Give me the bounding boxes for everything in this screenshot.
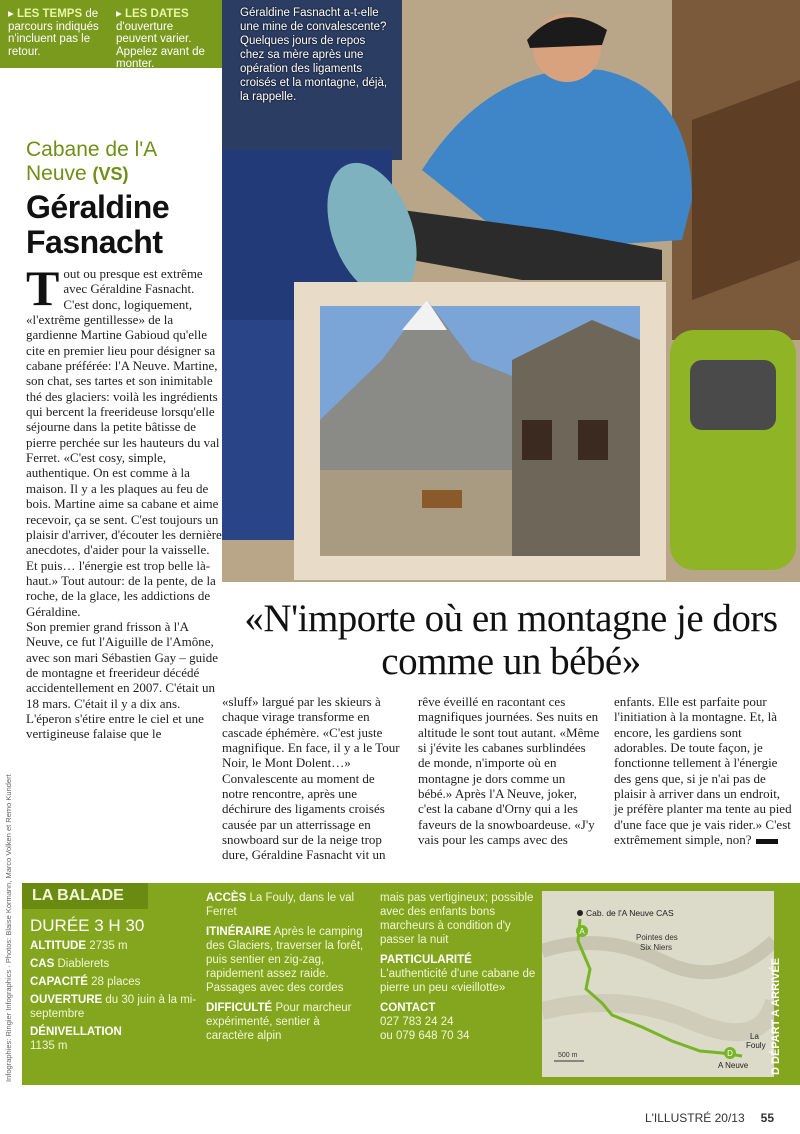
tip-arrow-icon: ▸ [116,8,125,20]
particularite-value: L'authenticité d'une cabane de pierre un peu «vieillotte» [380,968,536,994]
balade-info-box [22,883,800,1085]
difficulte-label: DIFFICULTÉ [206,1002,273,1014]
difficulte-value: Pour marcheur expérimenté, sentier à caractère alpin [206,1002,352,1042]
ouverture-value: du 30 juin à la mi-septembre [30,994,197,1020]
contact-block [380,1001,540,1043]
article-column-2: «sluff» largué par les skieurs à chaque virage transforme en cascade éphémère. «C'est juste magnifique. En face, il y a le Tour Noir, le Mont Dolent…» Convalescente au moment de notre rencontre, après une déchirure des ligaments croisés causée par un atterrissage en snowboard sur de la neige trop dure, Géraldine Fasnacht vit un [222,694,400,863]
article-paragraph [26,260,222,619]
denivellation-label: DÉNIVELLATION [30,1026,122,1038]
tip-text: de parcours indiqués n'incluent pas le retour. [8,8,99,58]
tips-bar [0,0,222,68]
map-label-aneuve: A Neuve [718,1061,749,1070]
departure-marker-label: D [727,1049,733,1058]
difficulte-continued: mais pas vertigineux; possible avec des enfants bons marcheurs à condition d'y passer la nuit [380,892,534,946]
page-footer [645,1111,774,1125]
tip-title: LES DATES [124,8,189,20]
photo-credit: Infographies: Ringier Infographics · Photos: Blaise Kormann, Marco Volken et Remo Kundert [4,774,13,1082]
acces-block [206,891,366,919]
altitude-row [30,939,200,953]
capacite-label: CAPACITÉ [30,976,88,988]
info-column-2 [206,891,366,1049]
contact-label: CONTACT [380,1002,436,1014]
contact-phone-2: ou 079 648 70 34 [380,1030,470,1042]
map-label-fouly: La [750,1032,759,1041]
cas-value: Diablerets [57,958,110,970]
article-column-1 [26,260,222,742]
page-number: 55 [760,1111,774,1125]
map-illustration [542,891,774,1077]
hut-marker-icon [577,910,583,916]
tip-temps [8,8,108,58]
ouverture-row [30,993,200,1021]
acces-label: ACCÈS [206,892,247,904]
article-paragraph: Son premier grand frisson à l'A Neuve, ce fut l'Aiguille de l'Amône, avec son mari Sébastien Gay – guide de montagne et freerideur décédé accidentellement en 2007. C'était un 18 mars. C'était il y a dix ans. L'éperon s'étire entre le ciel et une vertigineuse falaise que le [26,618,219,742]
capacite-row [30,975,200,989]
location-heading [26,138,222,186]
difficulte-block [206,1001,366,1043]
map-legend [770,893,798,1079]
altitude-label: ALTITUDE [30,940,87,952]
scale-label: 500 m [558,1052,578,1059]
photo-caption: Géraldine Fasnacht a-t-elle une mine de convalescente? Quelques jours de repos chez sa mère après une opération des ligaments croisés et la montagne, déjà, la rappelle. [240,7,388,103]
cas-row [30,957,200,971]
acces-value: La Fouly, dans le val Ferret [206,892,355,918]
box-title: LA BALADE [22,883,148,909]
capacite-value: 28 places [91,976,141,988]
info-column-1 [30,915,200,1057]
map-label-peak: Six Niers [640,943,673,952]
altitude-value: 2735 m [89,940,128,952]
arrival-marker-label: A [579,927,585,936]
denivellation-value: 1135 m [30,1040,68,1052]
location-canton: (VS) [92,164,129,184]
info-column-3 [380,891,540,1049]
article-column-4 [614,694,792,847]
denivellation-row [30,1025,200,1053]
route-map [542,891,774,1077]
tip-text: d'ouverture peuvent varier. Appelez avant de monter. [116,20,205,70]
ouverture-label: OUVERTURE [30,994,103,1006]
itineraire-label: ITINÉRAIRE [206,926,272,938]
particularite-block [380,953,540,995]
end-mark-icon [756,839,778,844]
particularite-label: PARTICULARITÉ [380,954,472,966]
paragraph-text: out ou presque est extrême avec Géraldine Fasnacht. C'est donc, logiquement, «l'extrême gentillesse» de la gardienne Martine Gabioud qu'elle cite en premier lieu pour désigner sa cabane préférée: l'A Neuve. Martine, son chat, ses tartes et son inimitable thé des glaciers: voilà les ingrédients qui bercent la freerideuse lorsqu'elle séjourne dans la petite bâtisse de pierre perchée sur les hauteurs du val Ferret. «C'est cosy, simple, authentique. On est comme à la maison. Il y a les plaques au feu de bois. Martine aime sa cabane et aime recevoir, ça se sent. C'est toujours un plaisir d'arriver, d'écouter les dernière anecdotes, d'aider pour la vaisselle. Et puis… l'énergie est trop belle là-haut.» Tout autour: de la pente, de la roche, de la glace, les addictions de Géraldine. [26,266,222,619]
person-name: Géraldine Fasnacht [26,189,170,260]
article-column-3: rêve éveillé en racontant ces magnifiques journées. Ses nuits en altitude le sont tout autant. «Même si j'évite les cabanes surblindées de monde, n'importe où en montagne je dors comme un bébé.» Après l'A Neuve, joker, c'est la cabane d'Orny qui a les faveurs de la snowboardeuse. «J'y vais pour les camps avec des [418,694,600,848]
hero-photo [222,0,800,582]
itineraire-block [206,925,366,995]
cas-label: CAS [30,958,55,970]
map-label-peak: Pointes des [636,933,678,942]
dropcap: T [26,260,60,316]
magazine-name: L'ILLUSTRÉ 20/13 [644,1111,745,1125]
pull-quote: «N'importe où en montagne je dors comme un bébé» [244,597,778,683]
itineraire-value: Après le camping des Glaciers, traverser la forêt, puis sentier en zig-zag, rapidement assez raide. Passages avec des cordes [206,926,364,994]
paragraph-text: enfants. Elle est parfaite pour l'initiation à la montagne. Et, là encore, les gardiens sont adorables. De toute façon, je fonctionne tellement à l'énergie des gens que, si je n'ai pas de plaisir à arriver dans un endroit, je préfère planter ma tente au pied d'une face que je vais rider.» C'est extrêmement simple, non? [614,694,792,848]
location-name: Cabane de l'A Neuve [26,138,157,185]
tip-title: LES TEMPS [16,8,83,20]
legend-text: D DÉPART A ARRIVÉE [770,957,782,1075]
tip-arrow-icon: ▸ [8,8,17,20]
duree: DURÉE 3 H 30 [30,916,145,935]
contact-phone-1: 027 783 24 24 [380,1016,454,1028]
map-label-fouly: Fouly [746,1041,766,1050]
map-label-hut: Cab. de l'A Neuve CAS [586,908,674,918]
tip-dates [116,8,216,71]
